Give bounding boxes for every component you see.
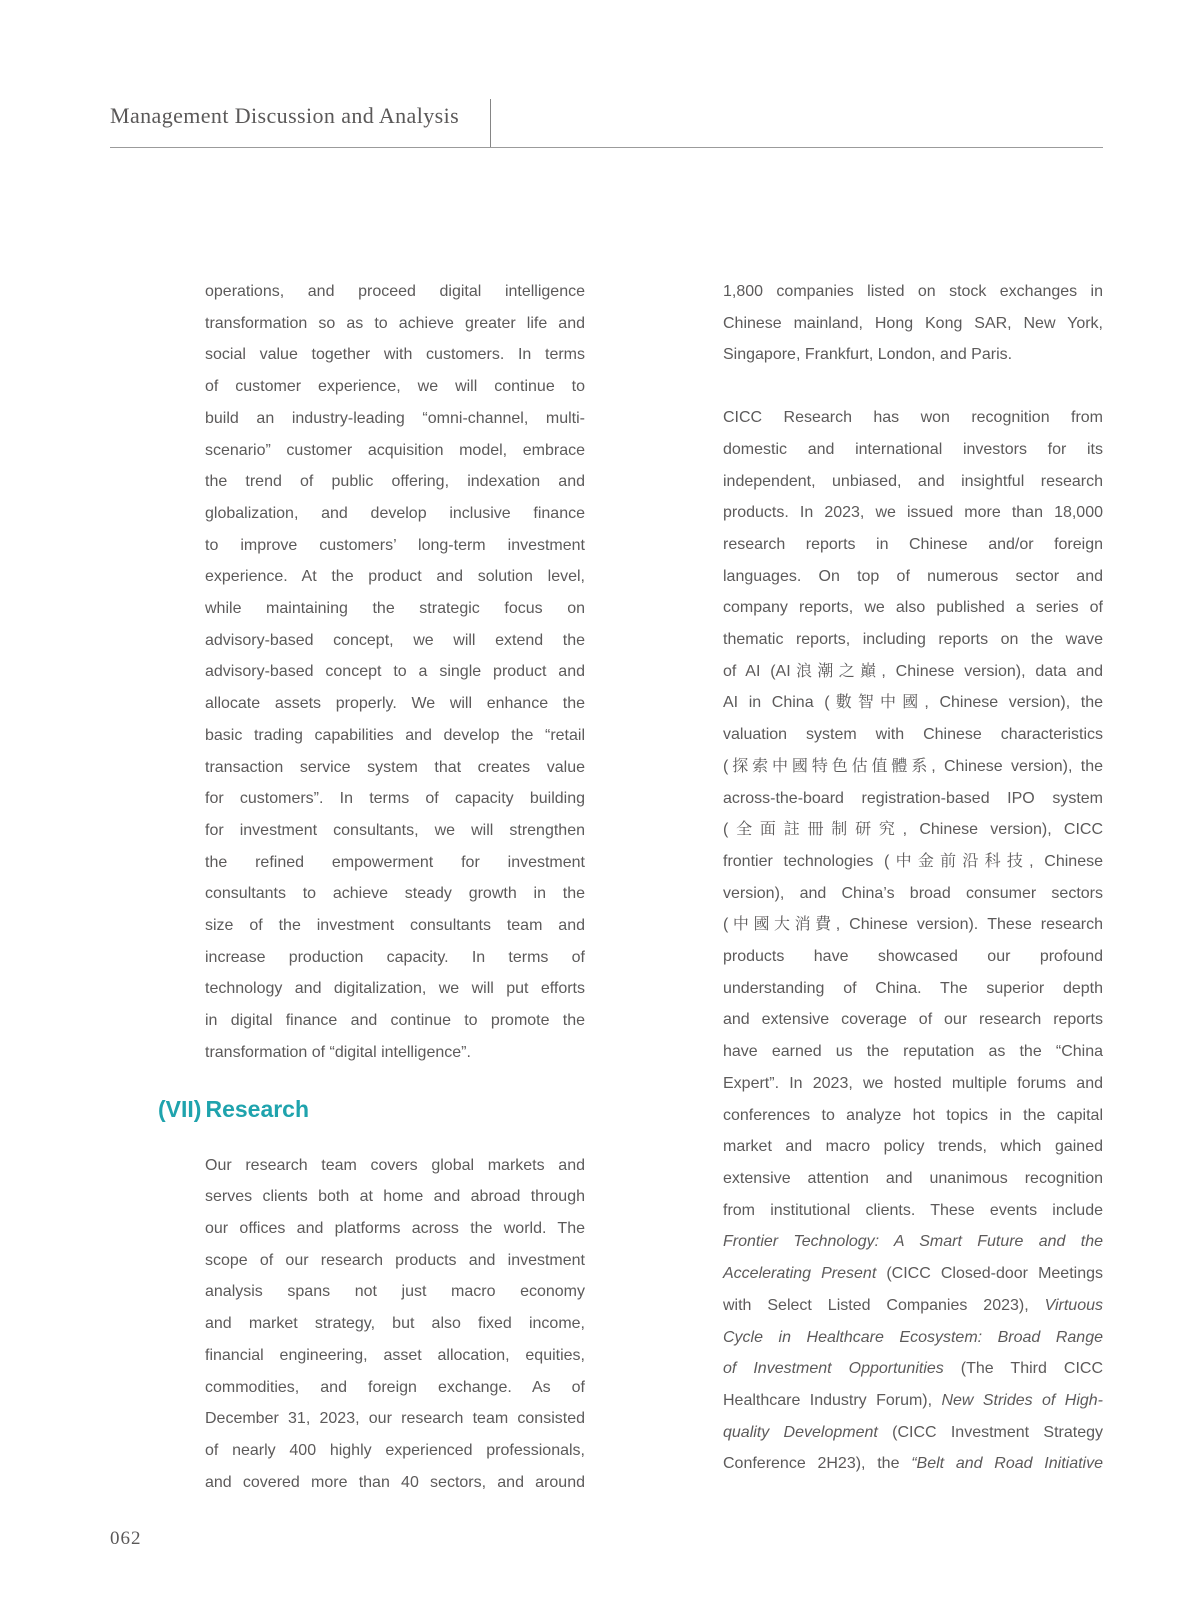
text-segment: thematic reports, including reports on the wave bbox=[723, 631, 1103, 649]
text-line bbox=[205, 847, 585, 879]
text-line bbox=[205, 498, 585, 530]
text-line bbox=[205, 593, 585, 625]
text-segment: with Select Listed Companies 2023), bbox=[723, 1296, 1045, 1314]
text-segment: consultants to achieve steady growth in the bbox=[205, 885, 585, 903]
text-segment: scenario” customer acquisition model, embrace bbox=[205, 441, 585, 459]
paragraph bbox=[205, 1150, 585, 1499]
text-segment: transformation of “digital intelligence”. bbox=[205, 1043, 471, 1061]
text-line bbox=[723, 561, 1103, 593]
text-segment: globalization, and develop inclusive finance bbox=[205, 504, 585, 522]
italic-text-segment: Virtuous bbox=[1044, 1296, 1103, 1314]
text-line bbox=[723, 497, 1103, 529]
text-line bbox=[205, 561, 585, 593]
text-line bbox=[205, 1213, 585, 1245]
text-segment: basic trading capabilities and develop the “retail bbox=[205, 726, 585, 744]
italic-text-segment: Accelerating Present bbox=[723, 1265, 877, 1283]
text-line bbox=[723, 1448, 1103, 1480]
text-segment: advisory-based concept, we will extend the bbox=[205, 631, 585, 649]
text-line bbox=[723, 466, 1103, 498]
text-line bbox=[205, 466, 585, 498]
text-line bbox=[205, 942, 585, 974]
text-line bbox=[723, 783, 1103, 815]
text-segment: AI in China (數智中國, Chinese version), the bbox=[723, 694, 1103, 712]
text-segment: social value together with customers. In terms bbox=[205, 346, 585, 364]
text-line bbox=[723, 624, 1103, 656]
text-segment: allocate assets properly. We will enhance the bbox=[205, 695, 585, 713]
text-segment: experience. At the product and solution level, bbox=[205, 568, 585, 586]
text-line bbox=[723, 687, 1103, 719]
text-line bbox=[205, 752, 585, 784]
text-segment: frontier technologies (中金前沿科技, Chinese bbox=[723, 852, 1103, 870]
text-segment: independent, unbiased, and insightful research bbox=[723, 472, 1103, 490]
text-line bbox=[723, 1290, 1103, 1322]
text-line bbox=[205, 1403, 585, 1435]
text-line bbox=[723, 909, 1103, 941]
text-line bbox=[205, 1276, 585, 1308]
italic-text-segment: of Investment Opportunities bbox=[723, 1360, 944, 1378]
page-header-title: Management Discussion and Analysis bbox=[110, 103, 460, 128]
text-line bbox=[205, 371, 585, 403]
text-segment: for customers”. In terms of capacity building bbox=[205, 790, 585, 808]
text-segment: company reports, we also published a series of bbox=[723, 599, 1103, 617]
section-heading bbox=[158, 1092, 585, 1126]
text-segment: CICC Research has won recognition from bbox=[723, 409, 1103, 427]
text-line bbox=[205, 435, 585, 467]
text-line bbox=[205, 1181, 585, 1213]
text-segment: domestic and international investors for its bbox=[723, 440, 1103, 458]
text-line bbox=[723, 656, 1103, 688]
text-line bbox=[205, 1435, 585, 1467]
text-segment: Healthcare Industry Forum), bbox=[723, 1391, 942, 1409]
text-segment: technology and digitalization, we will put efforts bbox=[205, 980, 585, 998]
text-line bbox=[205, 1340, 585, 1372]
text-line bbox=[723, 719, 1103, 751]
italic-text-segment: New Strides of High- bbox=[941, 1391, 1104, 1409]
text-line bbox=[205, 339, 585, 371]
paragraph bbox=[723, 402, 1103, 1480]
text-segment: Expert”. In 2023, we hosted multiple forums and bbox=[723, 1074, 1103, 1092]
text-line bbox=[205, 878, 585, 910]
text-line bbox=[723, 1036, 1103, 1068]
text-segment: size of the investment consultants team and bbox=[205, 917, 585, 935]
text-segment: serves clients both at home and abroad through bbox=[205, 1188, 585, 1206]
text-line bbox=[723, 1385, 1103, 1417]
text-segment: increase production capacity. In terms of bbox=[205, 948, 585, 966]
header-horizontal-rule bbox=[110, 147, 1103, 148]
header-vertical-rule bbox=[490, 99, 491, 147]
text-line bbox=[723, 308, 1103, 340]
text-line bbox=[205, 1245, 585, 1277]
text-line bbox=[723, 846, 1103, 878]
text-segment: Singapore, Frankfurt, London, and Paris. bbox=[723, 346, 1013, 364]
text-segment: languages. On top of numerous sector and bbox=[723, 567, 1103, 585]
text-segment: advisory-based concept to a single product and bbox=[205, 663, 585, 681]
text-segment: (The Third CICC bbox=[943, 1360, 1104, 1378]
text-segment: 1,800 companies listed on stock exchanges in bbox=[723, 283, 1103, 300]
italic-text-segment: Frontier Technology: A Smart Future and the bbox=[723, 1233, 1103, 1251]
text-segment: operations, and proceed digital intelligence bbox=[205, 283, 585, 300]
italic-text-segment: “Belt and Road Initiative bbox=[911, 1455, 1103, 1473]
text-segment: from institutional clients. These events include bbox=[723, 1201, 1103, 1219]
text-segment: scope of our research products and investment bbox=[205, 1251, 585, 1269]
text-line bbox=[723, 941, 1103, 973]
text-segment: products have showcased our profound bbox=[723, 948, 1103, 966]
column-right bbox=[723, 276, 1103, 1480]
heading-label: Research bbox=[205, 1095, 310, 1122]
text-line bbox=[205, 1005, 585, 1037]
page-number: 062 bbox=[110, 1528, 142, 1549]
text-line bbox=[205, 910, 585, 942]
text-segment: market and macro policy trends, which gained bbox=[723, 1138, 1103, 1156]
text-segment: (CICC Investment Strategy bbox=[877, 1423, 1103, 1441]
text-line bbox=[205, 815, 585, 847]
text-segment: have earned us the reputation as the “China bbox=[723, 1043, 1103, 1061]
text-segment: research reports in Chinese and/or foreign bbox=[723, 535, 1103, 553]
text-segment: version), and China’s broad consumer sectors bbox=[723, 884, 1103, 902]
text-segment: the refined empowerment for investment bbox=[205, 853, 585, 871]
text-segment: commodities, and foreign exchange. As of bbox=[205, 1378, 585, 1396]
text-line bbox=[723, 1163, 1103, 1195]
text-line bbox=[723, 1195, 1103, 1227]
text-line bbox=[723, 973, 1103, 1005]
text-line bbox=[205, 688, 585, 720]
paragraph bbox=[723, 276, 1103, 371]
text-line bbox=[723, 1322, 1103, 1354]
text-line bbox=[205, 1037, 585, 1069]
text-line bbox=[723, 1004, 1103, 1036]
text-segment: (中國大消費, Chinese version). These research bbox=[723, 916, 1103, 934]
text-line bbox=[205, 625, 585, 657]
text-segment: analysis spans not just macro economy bbox=[205, 1283, 585, 1301]
text-segment: extensive attention and unanimous recognition bbox=[723, 1169, 1103, 1187]
text-segment: of AI (AI浪潮之巔, Chinese version), data and bbox=[723, 662, 1103, 680]
text-segment: for investment consultants, we will strengthen bbox=[205, 821, 585, 839]
text-segment: December 31, 2023, our research team consisted bbox=[205, 1410, 585, 1428]
text-segment: the trend of public offering, indexation and bbox=[205, 473, 585, 491]
text-segment: (CICC Closed-door Meetings bbox=[876, 1265, 1103, 1283]
text-segment: (探索中國特色估值體系, Chinese version), the bbox=[723, 757, 1103, 775]
text-line bbox=[723, 814, 1103, 846]
text-segment: and extensive coverage of our research reports bbox=[723, 1011, 1103, 1029]
text-line bbox=[205, 656, 585, 688]
text-line bbox=[205, 308, 585, 340]
text-line bbox=[205, 720, 585, 752]
text-line bbox=[723, 434, 1103, 466]
text-line bbox=[205, 1372, 585, 1404]
text-segment: Our research team covers global markets and bbox=[205, 1156, 585, 1174]
text-line bbox=[723, 878, 1103, 910]
text-line bbox=[723, 529, 1103, 561]
text-segment: and market strategy, but also fixed income, bbox=[205, 1315, 585, 1333]
text-segment: build an industry-leading “omni-channel, multi- bbox=[205, 409, 585, 427]
text-line bbox=[205, 276, 585, 308]
text-line bbox=[723, 1068, 1103, 1100]
column-left bbox=[158, 276, 585, 1498]
text-line bbox=[723, 1353, 1103, 1385]
text-segment: financial engineering, asset allocation, equities, bbox=[205, 1346, 585, 1364]
text-segment: across-the-board registration-based IPO system bbox=[723, 789, 1103, 807]
text-line bbox=[723, 1417, 1103, 1449]
text-segment: of customer experience, we will continue to bbox=[205, 378, 585, 396]
text-line bbox=[205, 973, 585, 1005]
text-line bbox=[723, 339, 1103, 371]
text-segment: to improve customers’ long-term investment bbox=[205, 536, 585, 554]
text-line bbox=[205, 1150, 585, 1182]
text-segment: transaction service system that creates value bbox=[205, 758, 585, 776]
text-line bbox=[723, 751, 1103, 783]
text-segment: while maintaining the strategic focus on bbox=[205, 600, 585, 618]
text-segment: of nearly 400 highly experienced professionals, bbox=[205, 1441, 585, 1459]
text-segment: transformation so as to achieve greater life and bbox=[205, 314, 585, 332]
text-line bbox=[723, 402, 1103, 434]
text-segment: in digital finance and continue to promote the bbox=[205, 1012, 585, 1030]
paragraph bbox=[205, 276, 585, 1069]
text-line bbox=[205, 530, 585, 562]
text-segment: Conference 2H23), the bbox=[723, 1455, 912, 1473]
text-segment: products. In 2023, we issued more than 18,000 bbox=[723, 504, 1103, 522]
text-line bbox=[205, 783, 585, 815]
text-line bbox=[723, 592, 1103, 624]
text-line bbox=[723, 1226, 1103, 1258]
text-line bbox=[723, 276, 1103, 308]
text-line bbox=[723, 1100, 1103, 1132]
text-segment: understanding of China. The superior depth bbox=[723, 979, 1103, 997]
italic-text-segment: Cycle in Healthcare Ecosystem: Broad Range bbox=[723, 1328, 1103, 1346]
italic-text-segment: quality Development bbox=[723, 1423, 878, 1441]
text-line bbox=[205, 403, 585, 435]
text-line bbox=[205, 1467, 585, 1499]
text-segment: valuation system with Chinese characteristics bbox=[723, 726, 1103, 744]
text-line bbox=[205, 1308, 585, 1340]
heading-number: (VII) bbox=[158, 1095, 202, 1122]
text-segment: conferences to analyze hot topics in the capital bbox=[723, 1106, 1103, 1124]
text-segment: our offices and platforms across the world. The bbox=[205, 1219, 585, 1237]
text-segment: (全面註冊制研究, Chinese version), CICC bbox=[723, 821, 1103, 839]
text-line bbox=[723, 1131, 1103, 1163]
text-segment: Chinese mainland, Hong Kong SAR, New York, bbox=[723, 314, 1103, 332]
text-segment: and covered more than 40 sectors, and around bbox=[205, 1473, 585, 1491]
text-line bbox=[723, 1258, 1103, 1290]
